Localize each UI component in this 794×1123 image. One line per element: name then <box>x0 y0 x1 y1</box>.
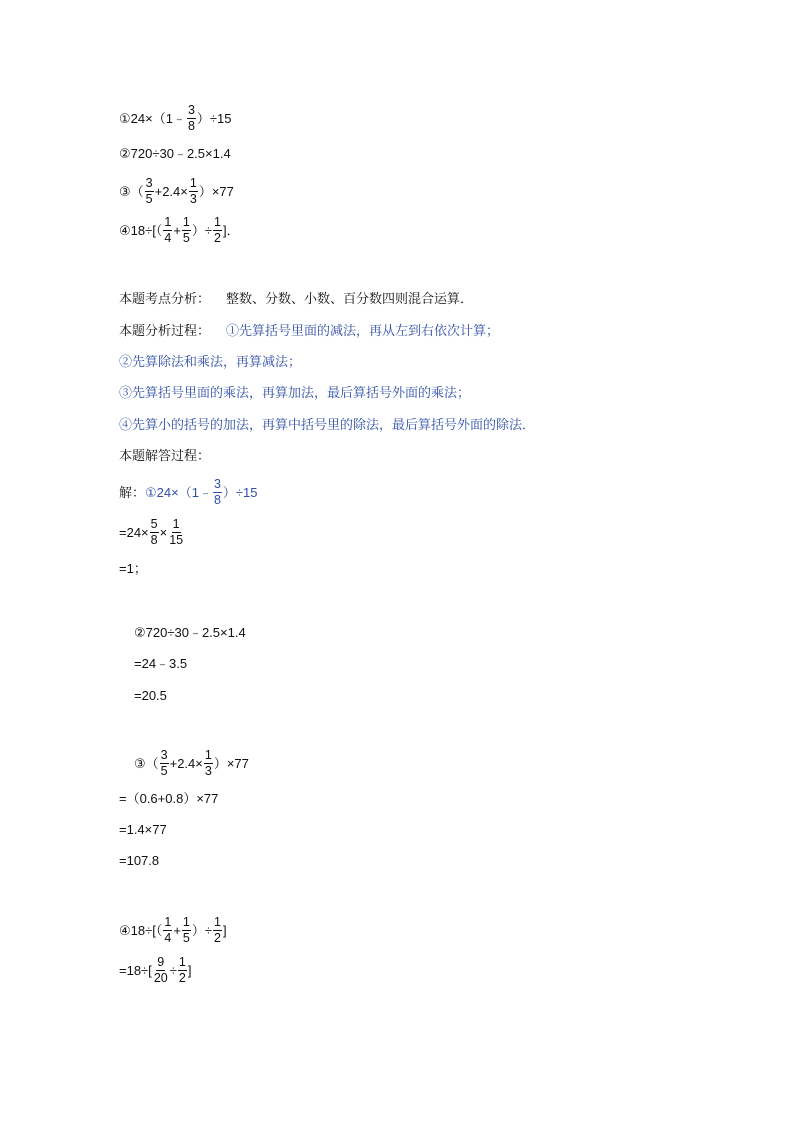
fraction: $\frac{1}{5}$ <box>182 215 190 245</box>
problem-4: ④18÷[（ $\frac{1}{4}$ + $\frac{1}{5}$ ）÷ $\frac{1}{2}$ ]． <box>119 215 240 245</box>
fraction: $\frac{5}{8}$ <box>150 517 158 547</box>
fraction: $\frac{1}{2}$ <box>178 955 186 985</box>
process-step-2: ②先算除法和乘法，再算减法； <box>119 354 302 369</box>
process-step-3: ③先算括号里面的乘法，再算加法，最后算括号外面的乘法； <box>119 385 471 400</box>
fraction: $\frac{1}{2}$ <box>214 215 221 245</box>
process-label: 本题分析过程： <box>119 323 211 338</box>
fraction: $\frac{1}{3}$ <box>204 748 212 778</box>
kaodian-row <box>119 292 473 305</box>
solution-3-step-2: =1.4×77 <box>119 822 167 837</box>
problem-3: ③（ $\frac{3}{5}$ +2.4× $\frac{1}{3}$ ）×77 <box>119 176 234 206</box>
solution-2: ②720÷30﹣2.5×1.4 <box>134 625 246 640</box>
fraction: $\frac{1}{15}$ <box>169 517 184 547</box>
kaodian-text: 整数、分数、小数、百分数四则混合运算． <box>226 291 474 306</box>
solution-prefix: 解： <box>119 484 146 500</box>
kaodian-label: 本题考点分析： <box>119 291 211 306</box>
solution-1: 解： ①24×（1﹣ $\frac{3}{8}$ ）÷15 <box>119 477 258 507</box>
solution-2-step-2: =20.5 <box>134 688 167 703</box>
fraction: $\frac{1}{3}$ <box>189 176 197 206</box>
fraction: $\frac{3}{5}$ <box>160 748 168 778</box>
solution-3-step-3: =107.8 <box>119 853 160 868</box>
solution-4: ④18÷[（ $\frac{1}{4}$ + $\frac{1}{5}$ ）÷ $\frac{1}{2}$ ] <box>119 915 227 945</box>
solution-1-step-2: =1； <box>119 561 147 576</box>
solution-2-step-1: =24﹣3.5 <box>134 656 188 671</box>
fraction: $\frac{9}{20}$ <box>153 955 168 985</box>
solution-4-step-1: =18÷[ $\frac{9}{20}$ ÷ $\frac{1}{2}$ ] <box>119 955 192 985</box>
fraction: $\frac{3}{5}$ <box>145 176 153 206</box>
fraction: $\frac{1}{4}$ <box>164 915 172 945</box>
problem-1-text-b: ）÷15 <box>196 110 232 126</box>
process-step-1: ①先算括号里面的减法，再从左到右依次计算； <box>226 323 500 338</box>
problem-1-text-a: ①24×（1﹣ <box>119 110 186 126</box>
solution-1-step-1: =24× $\frac{5}{8}$ × $\frac{1}{15}$ <box>119 517 184 547</box>
fraction: $\frac{1}{2}$ <box>214 915 221 945</box>
process-step-4: ④先算小的括号的加法，再算中括号里的除法，最后算括号外面的除法． <box>119 417 536 432</box>
problem-2 <box>119 147 231 160</box>
problem-2-text: ②720÷30﹣2.5×1.4 <box>119 146 231 161</box>
process-row <box>119 324 499 337</box>
fraction: $\frac{1}{4}$ <box>164 215 172 245</box>
fraction: $\frac{3}{8}$ <box>187 103 195 133</box>
fraction: $\frac{1}{5}$ <box>182 915 190 945</box>
fraction: $\frac{3}{8}$ <box>213 477 221 507</box>
problem-1 <box>119 104 232 132</box>
solution-3: ③（ $\frac{3}{5}$ +2.4× $\frac{1}{3}$ ）×77 <box>134 748 249 778</box>
answer-label: 本题解答过程： <box>119 448 211 463</box>
solution-3-step-1: =（0.6+0.8）×77 <box>119 791 219 806</box>
